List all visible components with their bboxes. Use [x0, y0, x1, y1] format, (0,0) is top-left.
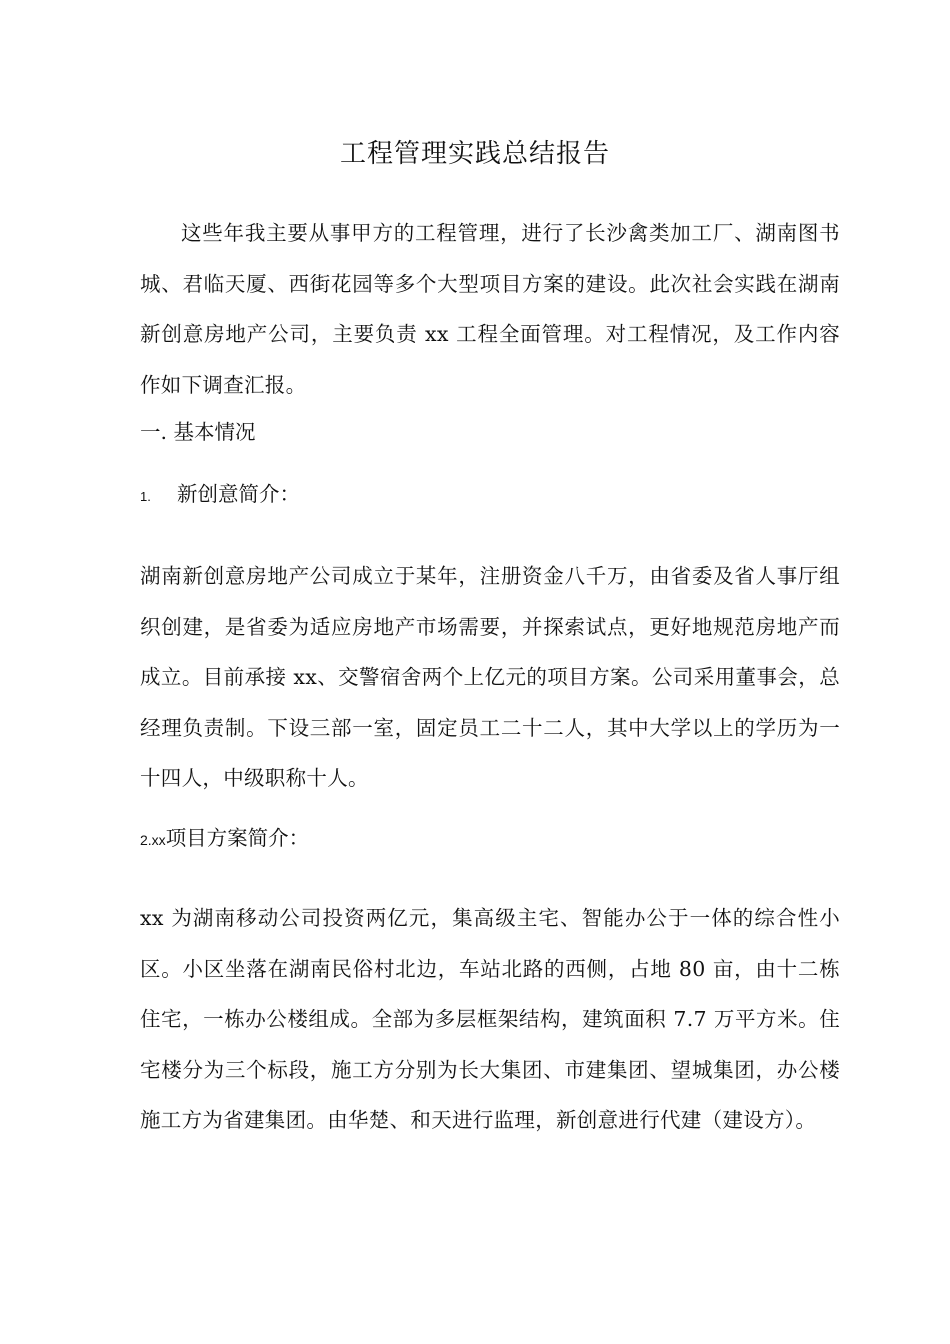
subsection-title: 新创意简介：: [177, 482, 300, 506]
intro-paragraph: 这些年我主要从事甲方的工程管理，进行了长沙禽类加工厂、湖南图书城、君临天厦、西街花园等多个大型项目方案的建设。此次社会实践在湖南新创意房地产公司，主要负责 xx 工程全面管理。对工程情况，及工作内容作如下调查汇报。: [140, 221, 840, 397]
company-intro-paragraph: 湖南新创意房地产公司成立于某年，注册资金八千万，由省委及省人事厅组织创建，是省委为适应房地产市场需要，并探索试点，更好地规范房地产而成立。目前承接 xx、交警宿舍两个上亿元的项目方案。公司采用董事会，总经理负责制。下设三部一室，固定员工二十二人，其中大学以上的学历为一十四人，中级职称十人。: [140, 564, 840, 790]
document-title: 工程管理实践总结报告: [339, 139, 610, 169]
subsection-heading-project: [140, 818, 840, 860]
subsection-title: 项目方案简介：: [165, 826, 310, 850]
project-intro-paragraph: xx 为湖南移动公司投资两亿元，集高级主宅、智能办公于一体的综合性小区。小区坐落在湖南民俗村北边，车站北路的西侧，占地 80 亩，由十二栋住宅，一栋办公楼组成。全部为多层框架结构，建筑面积 7.7 万平方米。住宅楼分为三个标段，施工方分别为长大集团、市建集团、望城集团，办公楼施工方为省建集团。由华楚、和天进行监理，新创意进行代建（建设方）。: [140, 906, 840, 1132]
subsection-number: 2.xx: [140, 832, 166, 848]
subsection-number: 1.: [140, 489, 151, 504]
subsection-heading-company: [140, 474, 840, 517]
section-heading-basic-info: 一. 基本情况: [140, 420, 256, 444]
